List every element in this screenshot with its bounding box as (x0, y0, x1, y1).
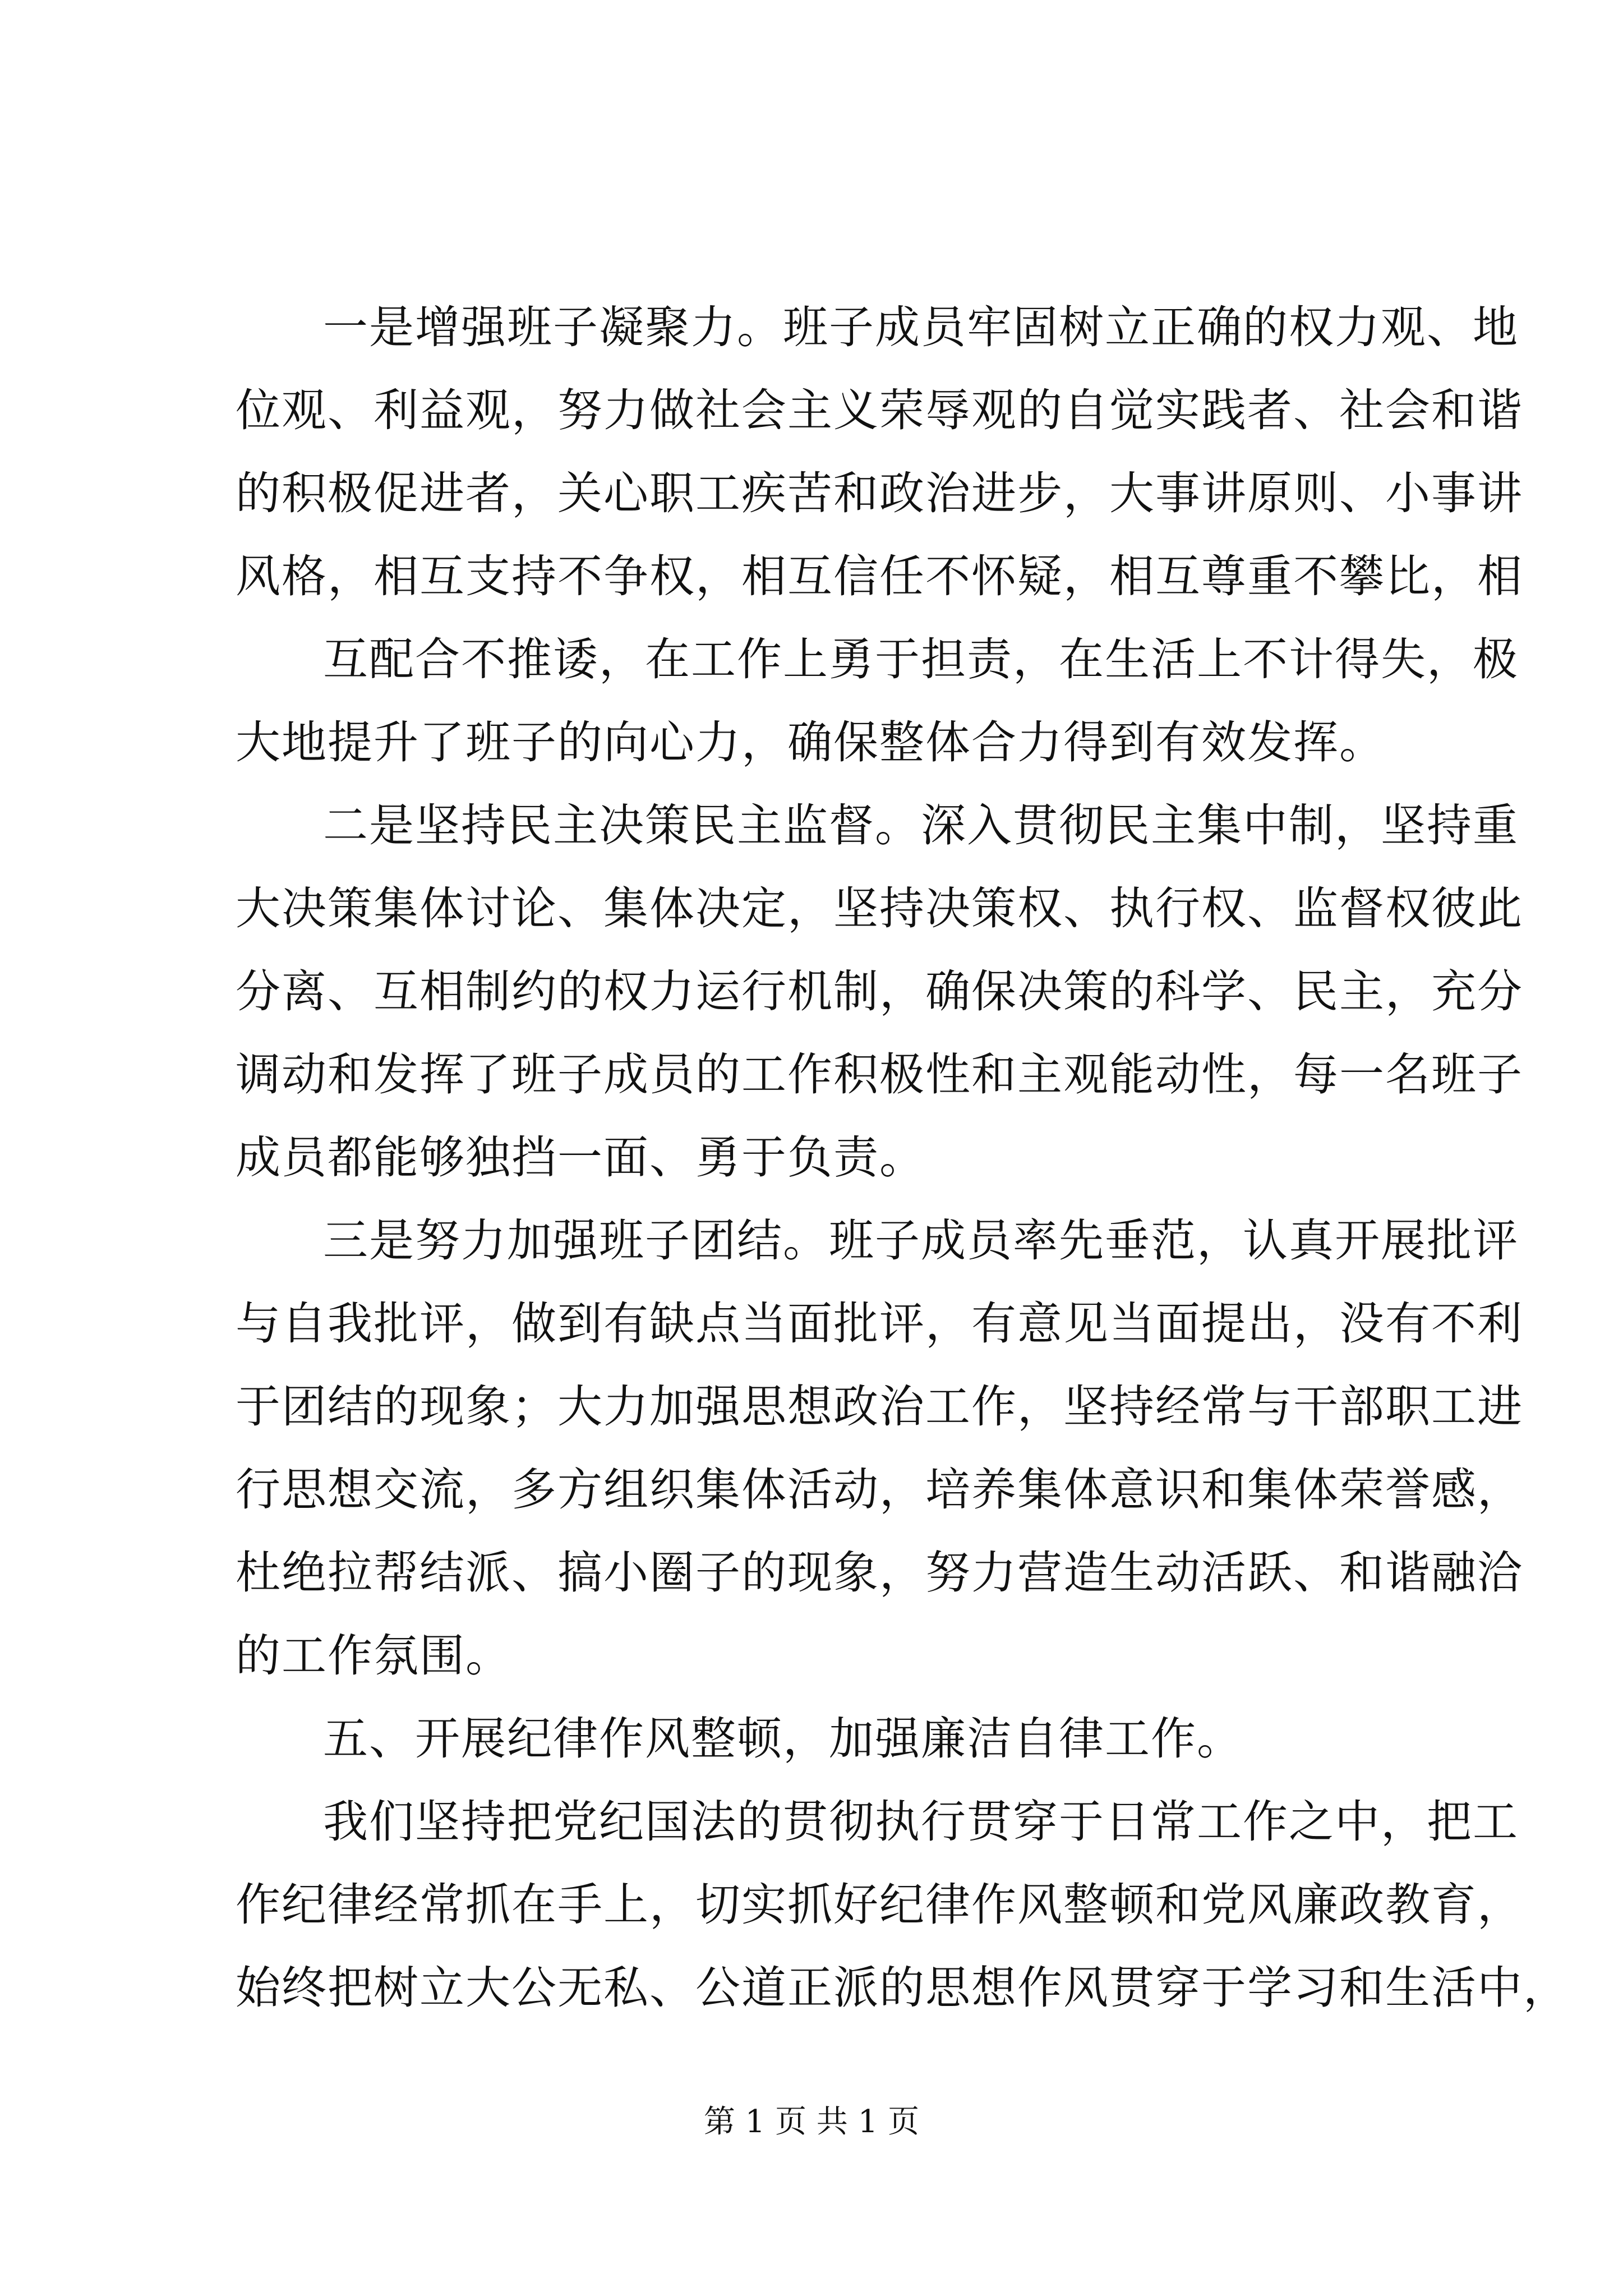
text-line: 互配合不推诿，在工作上勇于担责，在生活上不计得失，极 (323, 633, 1519, 685)
text-line: 分离、互相制约的权力运行机制，确保决策的科学、民主，充分 (236, 965, 1523, 1018)
text-line: 作纪律经常抓在手上，切实抓好纪律作风整顿和党风廉政教育， (236, 1879, 1523, 1931)
text-line: 的积极促进者，关心职工疾苦和政治进步，大事讲原则、小事讲 (236, 467, 1523, 519)
text-line: 杜绝拉帮结派、搞小圈子的现象，努力营造生动活跃、和谐融洽 (236, 1547, 1523, 1599)
text-line: 一是增强班子凝聚力。班子成员牢固树立正确的权力观、地 (323, 301, 1519, 353)
text-line: 位观、利益观，努力做社会主义荣辱观的自觉实践者、社会和谐 (236, 384, 1523, 436)
text-line: 始终把树立大公无私、公道正派的思想作风贯穿于学习和生活中， (236, 1962, 1569, 2014)
section-heading: 五、开展纪律作风整顿，加强廉洁自律工作。 (323, 1713, 1243, 1765)
page-number-footer: 第 1 页 共 1 页 (703, 2104, 920, 2140)
text-line: 大地提升了班子的向心力，确保整体合力得到有效发挥。 (236, 716, 1385, 769)
text-line: 的工作氛围。 (236, 1630, 511, 1682)
text-line: 成员都能够独挡一面、勇于负责。 (236, 1131, 925, 1184)
document-body (236, 286, 1569, 2030)
text-line: 二是坚持民主决策民主监督。深入贯彻民主集中制，坚持重 (323, 799, 1519, 852)
text-line: 与自我批评，做到有缺点当面批评，有意见当面提出，没有不利 (236, 1297, 1523, 1350)
text-line: 我们坚持把党纪国法的贯彻执行贯穿于日常工作之中，把工 (323, 1796, 1519, 1848)
text-line: 大决策集体讨论、集体决定，坚持决策权、执行权、监督权彼此 (236, 882, 1523, 935)
text-line: 三是努力加强班子团结。班子成员率先垂范，认真开展批评 (323, 1214, 1519, 1267)
text-line: 调动和发挥了班子成员的工作积极性和主观能动性，每一名班子 (236, 1048, 1523, 1101)
text-line: 风格，相互支持不争权，相互信任不怀疑，相互尊重不攀比，相 (236, 550, 1523, 602)
text-line: 于团结的现象；大力加强思想政治工作，坚持经常与干部职工进 (236, 1381, 1523, 1433)
text-line: 行思想交流，多方组织集体活动，培养集体意识和集体荣誉感， (236, 1464, 1523, 1516)
